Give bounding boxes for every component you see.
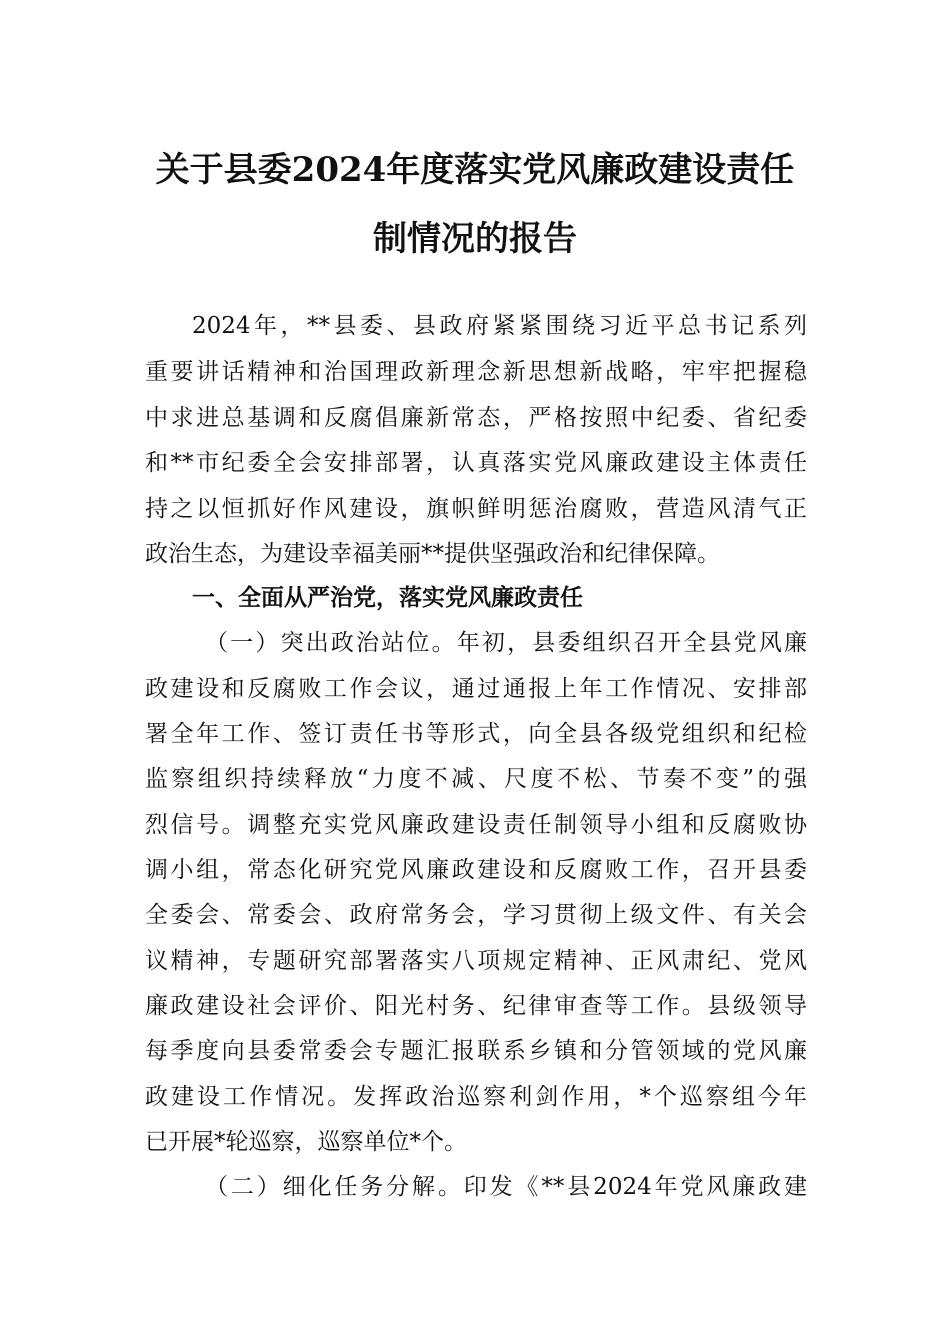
paragraph-line: 议精神，专题研究部署落实八项规定精神、正风肃纪、党风 bbox=[145, 948, 807, 974]
paragraph-line: 政建设和反腐败工作会议，通过通报上年工作情况、安排部 bbox=[145, 676, 807, 702]
section-heading: 一、全面从严治党，落实党风廉政责任 bbox=[192, 585, 583, 611]
intro-line: 重要讲话精神和治国理政新理念新思想新战略，牢牢把握稳 bbox=[145, 359, 807, 385]
intro-line: 持之以恒抓好作风建设，旗帜鲜明惩治腐败，营造风清气正 bbox=[145, 496, 807, 522]
document-title-line-1: 关于县委2024年度落实党风廉政建设责任 bbox=[155, 150, 795, 190]
paragraph-line: 每季度向县委常委会专题汇报联系乡镇和分管领域的党风廉 bbox=[145, 1038, 807, 1064]
paragraph-line: 政建设工作情况。发挥政治巡察利剑作用，*个巡察组今年 bbox=[145, 1084, 807, 1110]
paragraph-line: 已开展*轮巡察，巡察单位*个。 bbox=[145, 1129, 467, 1155]
intro-line: 2024年，**县委、县政府紧紧围绕习近平总书记系列 bbox=[192, 313, 807, 339]
intro-line: 中求进总基调和反腐倡廉新常态，严格按照中纪委、省纪委 bbox=[145, 405, 807, 431]
paragraph-line: （二）细化任务分解。印发《**县2024年党风廉政建 bbox=[205, 1174, 807, 1200]
intro-line: 和**市纪委全会安排部署，认真落实党风廉政建设主体责任 bbox=[145, 450, 807, 476]
paragraph-line: 署全年工作、签订责任书等形式，向全县各级党组织和纪检 bbox=[145, 721, 807, 747]
paragraph-line: 廉政建设社会评价、阳光村务、纪律审查等工作。县级领导 bbox=[145, 993, 807, 1019]
paragraph-line: 监察组织持续释放“力度不减、尺度不松、节奏不变”的强 bbox=[145, 766, 807, 792]
paragraph-line: 调小组，常态化研究党风廉政建设和反腐败工作，召开县委 bbox=[145, 857, 807, 883]
paragraph-line: （一）突出政治站位。年初，县委组织召开全县党风廉 bbox=[205, 630, 807, 656]
intro-line: 政治生态，为建设幸福美丽**提供坚强政治和纪律保障。 bbox=[145, 541, 720, 567]
document-title-line-2: 制情况的报告 bbox=[373, 219, 577, 259]
paragraph-line: 烈信号。调整充实党风廉政建设责任制领导小组和反腐败协 bbox=[145, 812, 807, 838]
paragraph-line: 全委会、常委会、政府常务会，学习贯彻上级文件、有关会 bbox=[145, 902, 807, 928]
